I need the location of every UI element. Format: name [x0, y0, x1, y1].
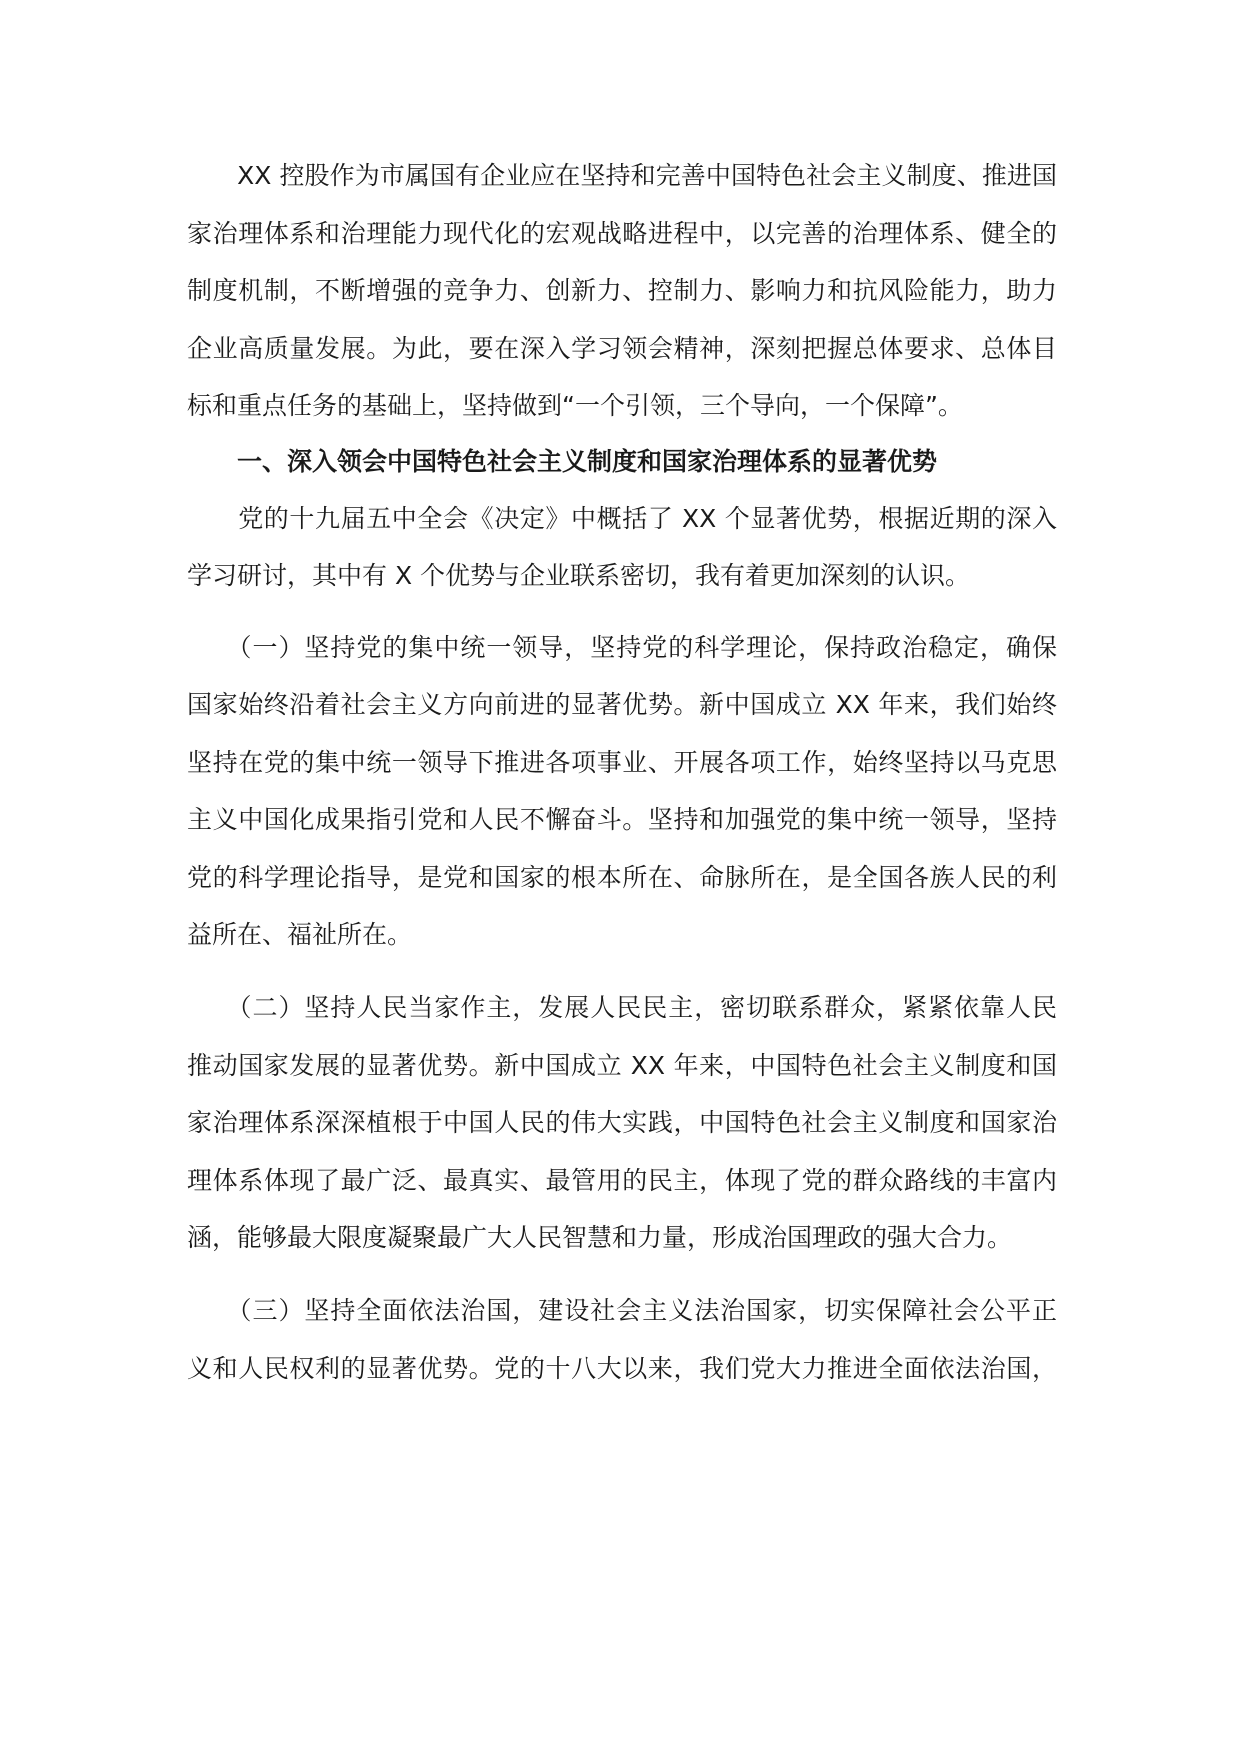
paragraph-3-line-2: 国家始终沿着社会主义方向前进的显著优势。新中国成立 XX 年来，我们始终: [187, 690, 1057, 719]
paragraph-4-line-4: 理体系体现了最广泛、最真实、最管用的民主，体现了党的群众路线的丰富内: [187, 1166, 1057, 1195]
paragraph-1-line-3: 制度机制，不断增强的竞争力、创新力、控制力、影响力和抗风险能力，助力: [187, 276, 1057, 305]
paragraph-2-line-2: 学习研讨，其中有 X 个优势与企业联系密切，我有着更加深刻的认识。: [187, 561, 971, 590]
paragraph-1-line-5: 标和重点任务的基础上，坚持做到“一个引领，三个导向，一个保障”。: [187, 391, 963, 420]
paragraph-4-line-3: 家治理体系深深植根于中国人民的伟大实践，中国特色社会主义制度和国家治: [187, 1108, 1057, 1137]
paragraph-3-line-6: 益所在、福祉所在。: [187, 920, 413, 949]
paragraph-4-line-5: 涵，能够最大限度凝聚最广大人民智慧和力量，形成治国理政的强大合力。: [187, 1223, 1013, 1252]
paragraph-1-line-4: 企业高质量发展。为此，要在深入学习领会精神，深刻把握总体要求、总体目: [187, 334, 1057, 363]
paragraph-3-line-1: （一）坚持党的集中统一领导，坚持党的科学理论，保持政治稳定，确保: [187, 633, 1057, 662]
paragraph-5-line-1: （三）坚持全面依法治国，建设社会主义法治国家，切实保障社会公平正: [187, 1296, 1057, 1325]
paragraph-4-line-2: 推动国家发展的显著优势。新中国成立 XX 年来，中国特色社会主义制度和国: [187, 1051, 1057, 1080]
section-heading-1: 一、深入领会中国特色社会主义制度和国家治理体系的显著优势: [187, 447, 938, 476]
paragraph-2-line-1: 党的十九届五中全会《决定》中概括了 XX 个显著优势，根据近期的深入: [187, 504, 1057, 533]
paragraph-3-line-3: 坚持在党的集中统一领导下推进各项事业、开展各项工作，始终坚持以马克思: [187, 748, 1057, 777]
paragraph-1-line-1: XX 控股作为市属国有企业应在坚持和完善中国特色社会主义制度、推进国: [187, 161, 1057, 190]
paragraph-3-line-5: 党的科学理论指导，是党和国家的根本所在、命脉所在，是全国各族人民的利: [187, 863, 1057, 892]
paragraph-5-line-2: 义和人民权利的显著优势。党的十八大以来，我们党大力推进全面依法治国，: [187, 1354, 1057, 1383]
paragraph-4-line-1: （二）坚持人民当家作主，发展人民民主，密切联系群众，紧紧依靠人民: [187, 993, 1057, 1022]
paragraph-3-line-4: 主义中国化成果指引党和人民不懈奋斗。坚持和加强党的集中统一领导，坚持: [187, 805, 1057, 834]
paragraph-1-line-2: 家治理体系和治理能力现代化的宏观战略进程中，以完善的治理体系、健全的: [187, 219, 1057, 248]
